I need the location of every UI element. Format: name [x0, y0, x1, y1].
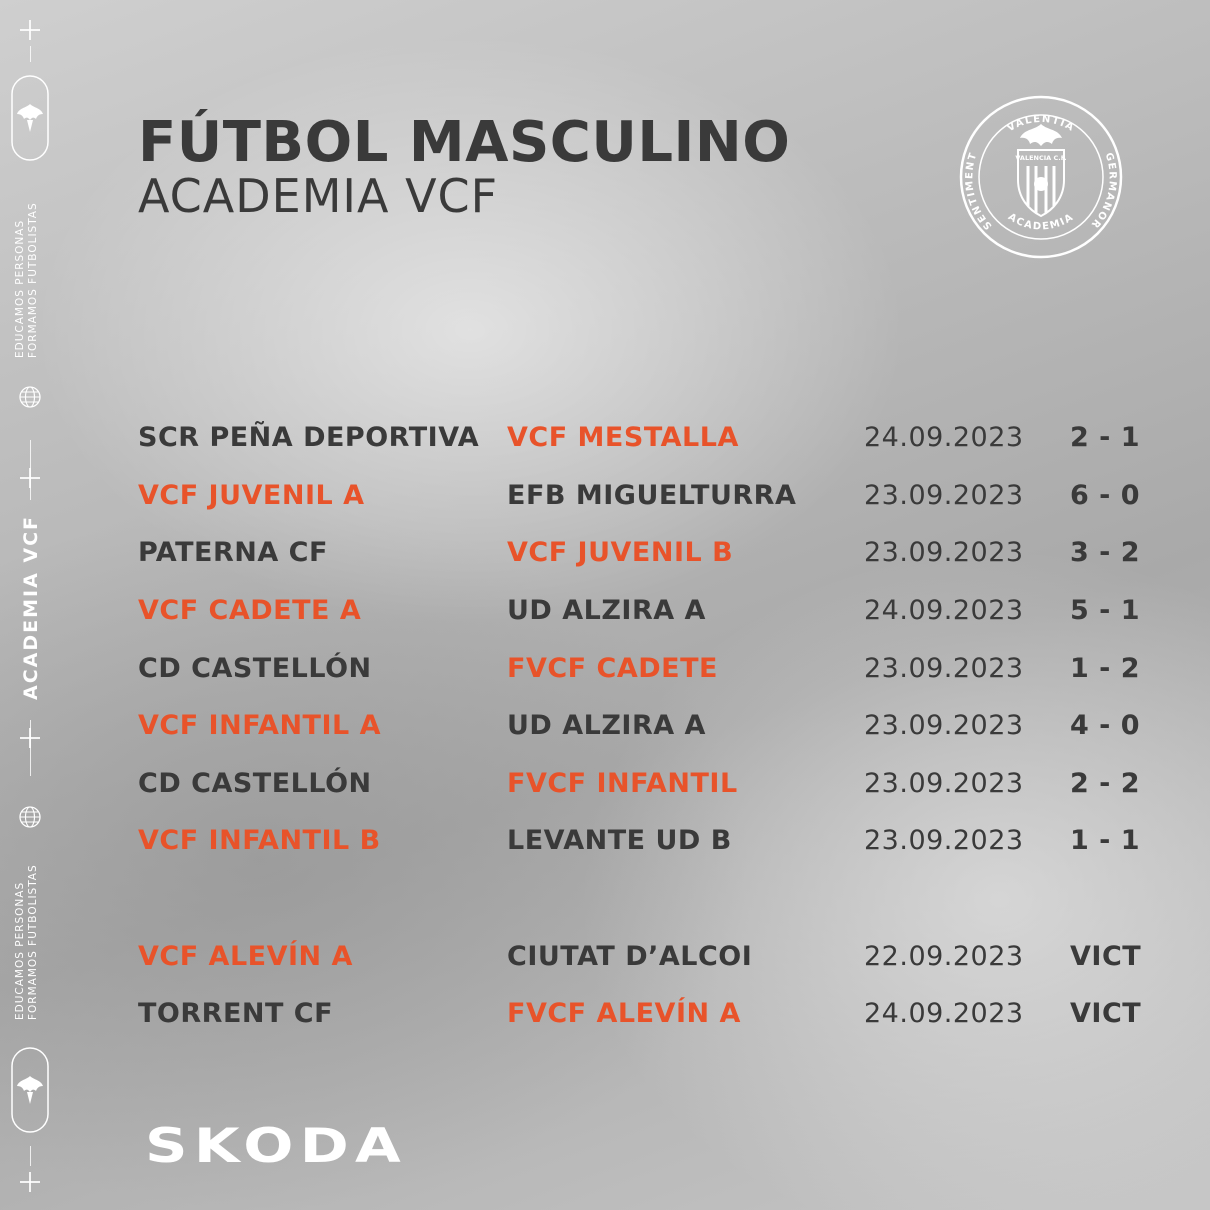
side-tagline-line2: FORMAMOS FUTBOLISTAS — [27, 202, 39, 358]
home-team: VCF CADETE A — [138, 595, 362, 626]
match-score: 1 - 2 — [1070, 653, 1141, 684]
bat-emblem-icon — [10, 1046, 50, 1134]
home-team: VCF INFANTIL B — [138, 825, 381, 856]
away-team: UD ALZIRA A — [507, 595, 706, 626]
divider — [30, 46, 31, 62]
result-row — [0, 994, 1210, 1034]
side-tagline-line2: FORMAMOS FUTBOLISTAS — [27, 864, 39, 1020]
match-date: 23.09.2023 — [864, 825, 1024, 856]
side-label: ACADEMIA VCF — [20, 514, 42, 700]
result-row — [0, 764, 1210, 804]
match-date: 22.09.2023 — [864, 941, 1024, 972]
match-score: 2 - 2 — [1070, 768, 1141, 799]
away-team: FVCF ALEVÍN A — [507, 998, 741, 1029]
away-team: CIUTAT D’ALCOI — [507, 941, 753, 972]
home-team: TORRENT CF — [138, 998, 334, 1029]
home-team: CD CASTELLÓN — [138, 653, 372, 684]
page-title: FÚTBOL MASCULINO — [138, 110, 791, 175]
result-row — [0, 821, 1210, 861]
crest-text-shield: VALENCIA C.F. — [1015, 154, 1067, 162]
plus-mark-icon — [20, 1172, 40, 1192]
away-team: VCF JUVENIL B — [507, 537, 734, 568]
away-team: UD ALZIRA A — [507, 710, 706, 741]
away-team: LEVANTE UD B — [507, 825, 732, 856]
globe-icon — [18, 385, 42, 409]
result-row — [0, 649, 1210, 689]
home-team: CD CASTELLÓN — [138, 768, 372, 799]
side-tagline — [14, 202, 40, 358]
svg-text:GERMANOR — [1088, 151, 1118, 230]
crest-text-right: GERMANOR — [1088, 151, 1118, 231]
match-score: 2 - 1 — [1070, 422, 1141, 453]
match-date: 23.09.2023 — [864, 653, 1024, 684]
home-team: PATERNA CF — [138, 537, 328, 568]
result-row — [0, 591, 1210, 631]
home-team: VCF INFANTIL A — [138, 710, 381, 741]
result-row — [0, 533, 1210, 573]
home-team: VCF JUVENIL A — [138, 480, 365, 511]
divider — [30, 1146, 31, 1166]
match-score: VICT — [1070, 998, 1142, 1029]
side-tagline-line1: EDUCAMOS PERSONAS — [14, 219, 26, 358]
match-score: VICT — [1070, 941, 1142, 972]
plus-mark-icon — [20, 20, 40, 40]
result-row — [0, 476, 1210, 516]
side-tagline-line1: EDUCAMOS PERSONAS — [14, 881, 26, 1020]
home-team: VCF ALEVÍN A — [138, 941, 353, 972]
match-date: 24.09.2023 — [864, 595, 1024, 626]
svg-text:SENTIMENT — [964, 151, 994, 232]
crest-text-top: VALENTIA — [1005, 113, 1077, 135]
away-team: EFB MIGUELTURRA — [507, 480, 797, 511]
page-subtitle: ACADEMIA VCF — [138, 169, 499, 223]
match-date: 23.09.2023 — [864, 768, 1024, 799]
match-score: 1 - 1 — [1070, 825, 1141, 856]
match-score: 5 - 1 — [1070, 595, 1141, 626]
match-score: 3 - 2 — [1070, 537, 1141, 568]
svg-text:ACADEMIA — [1006, 211, 1076, 232]
away-team: VCF MESTALLA — [507, 422, 739, 453]
result-row — [0, 706, 1210, 746]
crest-text-bottom: ACADEMIA — [1005, 211, 1077, 233]
valencia-academia-crest-icon — [958, 94, 1124, 260]
sponsor-logo — [145, 1120, 410, 1168]
away-team: FVCF CADETE — [507, 653, 718, 684]
match-date: 24.09.2023 — [864, 998, 1024, 1029]
match-date: 23.09.2023 — [864, 480, 1024, 511]
crest-text-left: SENTIMENT — [964, 150, 995, 232]
result-row — [0, 418, 1210, 458]
match-score: 6 - 0 — [1070, 480, 1141, 511]
home-team: SCR PEÑA DEPORTIVA — [138, 422, 480, 453]
match-date: 24.09.2023 — [864, 422, 1024, 453]
match-date: 23.09.2023 — [864, 710, 1024, 741]
away-team: FVCF INFANTIL — [507, 768, 738, 799]
result-row — [0, 937, 1210, 977]
sponsor-name: SKODA — [145, 1120, 407, 1168]
match-score: 4 - 0 — [1070, 710, 1141, 741]
bat-emblem-icon — [10, 74, 50, 162]
match-date: 23.09.2023 — [864, 537, 1024, 568]
